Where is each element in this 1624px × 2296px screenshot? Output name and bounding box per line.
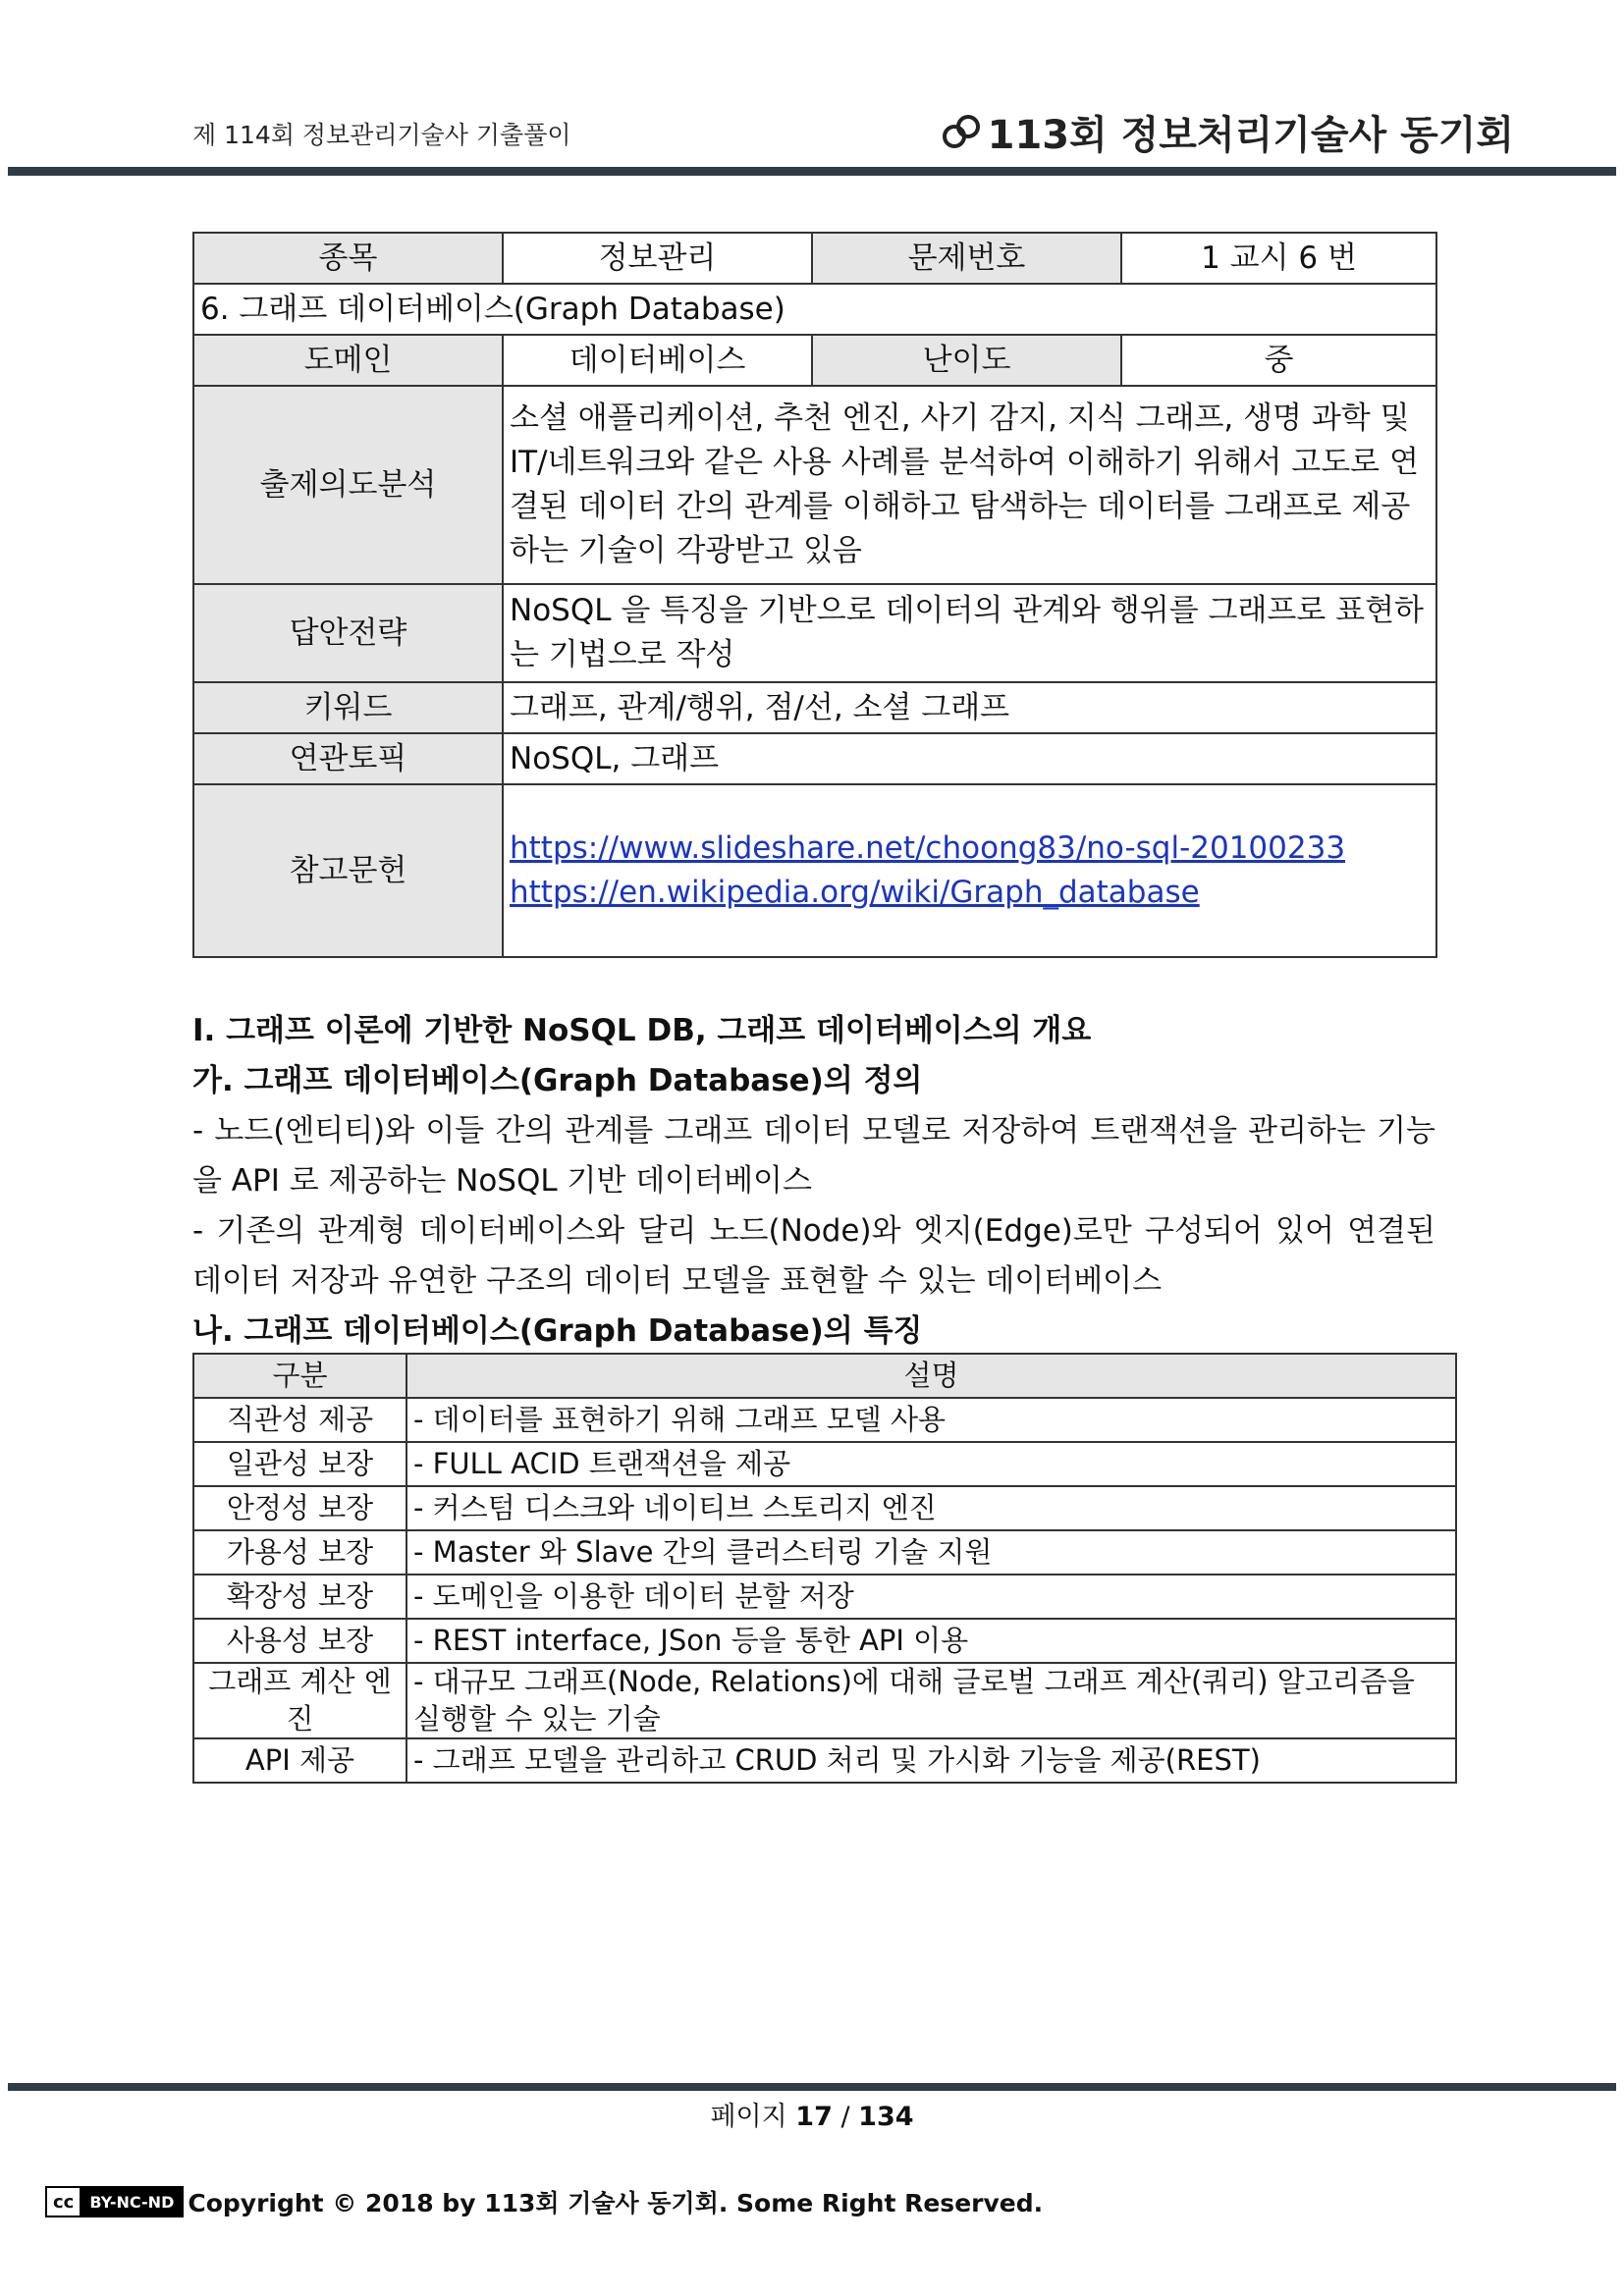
domain-value: 데이터베이스 [503, 335, 812, 386]
page-current: 17 [795, 2102, 833, 2132]
feature-label: 사용성 보장 [193, 1619, 406, 1663]
cc-license-badge [45, 2186, 184, 2217]
feature-label: 가용성 보장 [193, 1530, 406, 1575]
copyright-text: Copyright © 2018 by 113회 기술사 동기회. Some Right Reserved. [188, 2189, 1044, 2217]
definition-paragraph-2: - 기존의 관계형 데이터베이스와 달리 노드(Node)와 엣지(Edge)로만 구성되어 있어 연결된 데이터 저장과 유연한 구조의 데이터 모델을 표현할 수 있는 데이터베이스 [192, 1213, 1435, 1299]
feature-label: 안정성 보장 [193, 1486, 406, 1530]
reference-link-1[interactable]: https://www.slideshare.net/choong83/no-sql-20100233 [510, 830, 1346, 867]
subject-label: 종목 [193, 233, 503, 284]
question-number-label: 문제번호 [812, 233, 1121, 284]
features-table [192, 1353, 1457, 1784]
feature-row [193, 1398, 1456, 1442]
header-rule [8, 167, 1616, 176]
feature-row [193, 1442, 1456, 1486]
section-heading-3: 나. 그래프 데이터베이스(Graph Database)의 특징 [192, 1313, 923, 1349]
footer [45, 2184, 1043, 2219]
brand-text: 113회 정보처리기술사 동기회 [987, 113, 1514, 158]
footer-rule [8, 2083, 1616, 2091]
feature-description: - 대규모 그래프(Node, Relations)에 대해 글로벌 그래프 계산(쿼리) 알고리즘을 실행할 수 있는 기술 [406, 1663, 1456, 1738]
feature-row [193, 1530, 1456, 1575]
section-heading-2: 가. 그래프 데이터베이스(Graph Database)의 정의 [192, 1063, 923, 1098]
definition-paragraph-1: - 노드(엔티티)와 이들 간의 관계를 그래프 데이터 모델로 저장하여 트랜잭션을 관리하는 기능을 API 로 제공하는 NoSQL 기반 데이터베이스 [192, 1113, 1435, 1199]
page-total: 134 [858, 2102, 914, 2132]
feature-label: API 제공 [193, 1738, 406, 1783]
feature-description: - Master 와 Slave 간의 클러스터링 기술 지원 [406, 1530, 1456, 1575]
feature-row [193, 1486, 1456, 1530]
strategy-value: NoSQL 을 특징을 기반으로 데이터의 관계와 행위를 그래프로 표현하는 기법으로 작성 [503, 584, 1436, 682]
question-title: 6. 그래프 데이터베이스(Graph Database) [193, 284, 1436, 335]
page-number [0, 2095, 1624, 2133]
question-info-table [192, 232, 1437, 958]
license-type: BY-NC-ND [81, 2188, 182, 2216]
feature-description: - 도메인을 이용한 데이터 분할 저장 [406, 1575, 1456, 1619]
feature-description: - 데이터를 표현하기 위해 그래프 모델 사용 [406, 1398, 1456, 1442]
feature-row [193, 1575, 1456, 1619]
page-prefix: 페이지 [710, 2102, 787, 2132]
feature-row [193, 1663, 1456, 1738]
feature-label: 일관성 보장 [193, 1442, 406, 1486]
feature-label: 확장성 보장 [193, 1575, 406, 1619]
reference-link-2[interactable]: https://en.wikipedia.org/wiki/Graph_database [510, 875, 1200, 910]
intent-label: 출제의도분석 [193, 386, 503, 584]
question-number-value: 1 교시 6 번 [1121, 233, 1436, 284]
feature-row [193, 1738, 1456, 1783]
related-topic-value: NoSQL, 그래프 [503, 733, 1436, 784]
page-separator: / [840, 2102, 850, 2132]
feature-description: - 그래프 모델을 관리하고 CRUD 처리 및 가시화 기능을 제공(REST) [406, 1738, 1456, 1783]
link-chain-icon [941, 113, 984, 152]
related-topic-label: 연관토픽 [193, 733, 503, 784]
strategy-label: 답안전략 [193, 584, 503, 682]
subject-value: 정보관리 [503, 233, 812, 284]
feature-row [193, 1619, 1456, 1663]
domain-label: 도메인 [193, 335, 503, 386]
difficulty-value: 중 [1121, 335, 1436, 386]
difficulty-label: 난이도 [812, 335, 1121, 386]
section-heading-1: I. 그래프 이론에 기반한 NoSQL DB, 그래프 데이터베이스의 개요 [192, 1013, 1092, 1048]
keyword-value: 그래프, 관계/행위, 점/선, 소셜 그래프 [503, 682, 1436, 733]
header-left-title: 제 114회 정보관리기술사 기출풀이 [192, 121, 571, 149]
intent-value: 소셜 애플리케이션, 추천 엔진, 사기 감지, 지식 그래프, 생명 과학 및 IT/네트워크와 같은 사용 사례를 분석하여 이해하기 위해서 고도로 연결된 데이터 간의 관계를 이해하고 탐색하는 데이터를 그래프로 제공하는 기술이 각광받고 있음 [503, 386, 1436, 584]
feature-label: 그래프 계산 엔진 [193, 1663, 406, 1738]
cc-icon: cc [47, 2188, 81, 2216]
features-rows [193, 1398, 1456, 1783]
feature-description: - FULL ACID 트랜잭션을 제공 [406, 1442, 1456, 1486]
features-header-category: 구분 [193, 1354, 406, 1398]
feature-description: - 커스텀 디스크와 네이티브 스토리지 엔진 [406, 1486, 1456, 1530]
reference-label: 참고문헌 [193, 784, 503, 957]
features-header-description: 설명 [406, 1354, 1456, 1398]
keyword-label: 키워드 [193, 682, 503, 733]
feature-label: 직관성 제공 [193, 1398, 406, 1442]
body-section [192, 1006, 1435, 1357]
header-right-brand [941, 104, 1514, 160]
feature-description: - REST interface, JSon 등을 통한 API 이용 [406, 1619, 1456, 1663]
reference-list [503, 784, 1436, 957]
